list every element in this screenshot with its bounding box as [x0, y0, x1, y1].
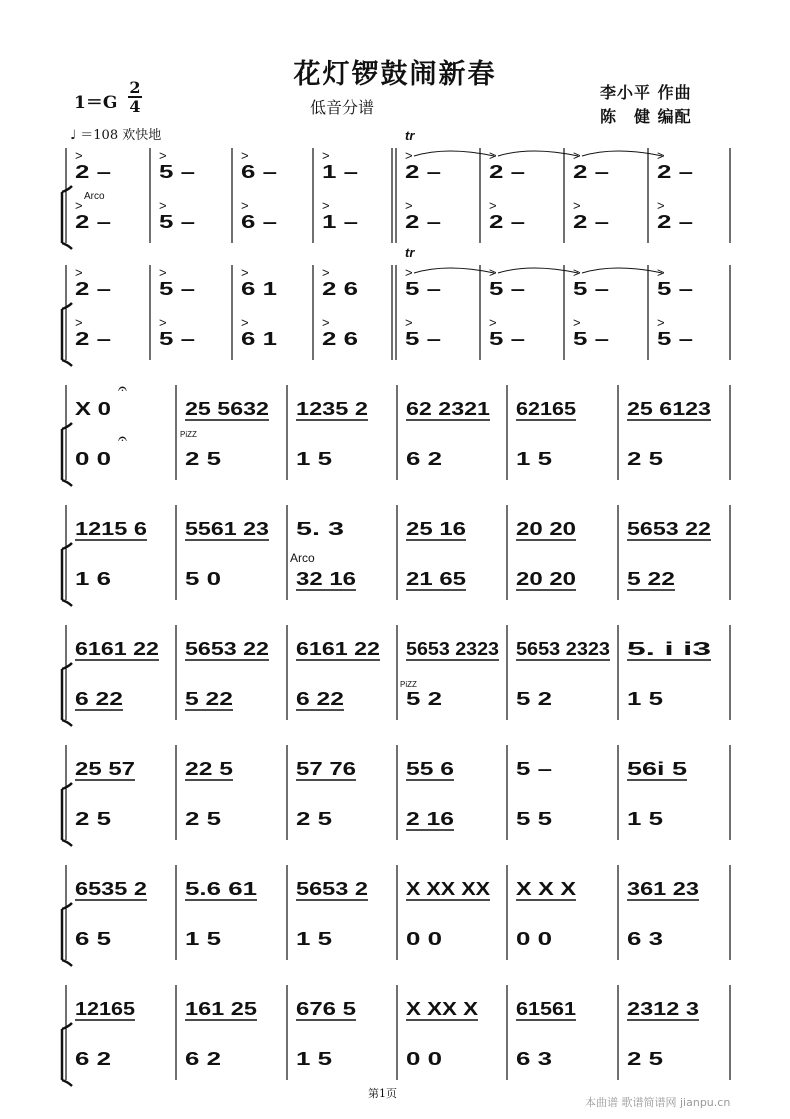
pizz-marking: PiZZ [180, 430, 197, 439]
lower-measure: 1 5 [296, 929, 332, 949]
lower-measure: 1 5 [185, 929, 221, 949]
accent-mark: > [241, 265, 249, 280]
page-number: 第1页 [368, 1087, 397, 1100]
upper-measure: 61561 [516, 999, 576, 1019]
arranger-credit: 陈 健 编配 [600, 107, 692, 126]
upper-measure: 62 2321 [406, 399, 490, 419]
upper-measure: 2 – [489, 162, 525, 182]
accent-mark: > [159, 198, 167, 213]
lower-measure: 1 5 [296, 449, 332, 469]
upper-measure: 5653 2323 [516, 639, 610, 659]
lower-measure: 2 5 [627, 1049, 663, 1069]
pizz-marking: PiZZ [400, 680, 417, 689]
tie-arc [498, 268, 578, 273]
lower-measure: 0 0 [406, 1049, 442, 1069]
upper-measure: 2 6 [322, 279, 358, 299]
upper-measure: 6535 2 [75, 879, 147, 899]
lower-measure: 6 22 [296, 689, 344, 709]
upper-measure: 12165 [75, 999, 135, 1019]
lower-measure: 0 0 [75, 449, 111, 469]
upper-measure: 6 1 [241, 279, 277, 299]
accent-mark: > [489, 265, 497, 280]
lower-measure: 5 22 [627, 569, 675, 589]
upper-measure: 5653 2 [296, 879, 368, 899]
accent-mark: > [573, 315, 581, 330]
lower-measure: 1 5 [627, 689, 663, 709]
system-bracket [62, 1023, 72, 1086]
accent-mark: > [657, 265, 665, 280]
trill-mark: tr [405, 128, 415, 143]
upper-measure: 2 – [405, 162, 441, 182]
upper-measure: 25 6123 [627, 399, 711, 419]
fermata-mark: 𝄐 [118, 381, 127, 398]
accent-mark: > [322, 148, 330, 163]
lower-measure: 32 16 [296, 569, 356, 589]
system-bracket [62, 186, 72, 249]
upper-measure: 161 25 [185, 999, 257, 1019]
tempo-word: 欢快地 [122, 128, 162, 143]
lower-measure: 5 – [159, 212, 195, 232]
accent-mark: > [573, 198, 581, 213]
accent-mark: > [657, 198, 665, 213]
lower-measure: 2 5 [296, 809, 332, 829]
accent-mark: > [75, 265, 83, 280]
tie-arc [582, 151, 662, 156]
lower-measure: 5 – [405, 329, 441, 349]
accent-mark: > [159, 265, 167, 280]
lower-measure: 6 3 [516, 1049, 552, 1069]
quarter-note-icon: ♩ [70, 128, 77, 143]
key-signature: 1＝G [74, 93, 118, 113]
upper-measure: 5 – [489, 279, 525, 299]
lower-measure: 5 22 [185, 689, 233, 709]
accent-mark: > [489, 315, 497, 330]
lower-measure: 6 22 [75, 689, 123, 709]
meter-bottom: 4 [129, 97, 141, 116]
lower-measure: 2 6 [322, 329, 358, 349]
system-bracket [62, 543, 72, 606]
upper-measure: 55 6 [406, 759, 454, 779]
upper-measure: 5 – [159, 279, 195, 299]
upper-measure: 5 – [516, 759, 552, 779]
lower-measure: 2 5 [185, 809, 221, 829]
accent-mark: > [159, 148, 167, 163]
system-bracket [62, 903, 72, 966]
upper-measure: 5653 2323 [406, 639, 499, 659]
lower-measure: 0 0 [516, 929, 552, 949]
upper-measure: 5653 22 [185, 639, 269, 659]
upper-measure: 56i 5 [627, 759, 687, 779]
accent-mark: > [322, 198, 330, 213]
composer-credit: 李小平 作曲 [600, 83, 692, 102]
upper-measure: 5 – [159, 162, 195, 182]
accent-mark: > [405, 265, 413, 280]
upper-measure: 1215 6 [75, 519, 147, 539]
score-subtitle: 低音分谱 [310, 98, 375, 117]
accent-mark: > [241, 148, 249, 163]
lower-measure: 5 2 [406, 689, 442, 709]
lower-measure: 1 5 [296, 1049, 332, 1069]
upper-measure: X XX XX [406, 879, 490, 899]
accent-mark: > [241, 315, 249, 330]
upper-measure: 22 5 [185, 759, 233, 779]
accent-mark: > [241, 198, 249, 213]
lower-measure: 1 6 [75, 569, 111, 589]
upper-measure: 20 20 [516, 519, 576, 539]
upper-measure: 25 57 [75, 759, 135, 779]
upper-measure: 62165 [516, 399, 576, 419]
upper-measure: 1 – [322, 162, 358, 182]
upper-measure: 5.6 61 [185, 879, 257, 899]
lower-measure: 6 2 [406, 449, 442, 469]
upper-measure: 676 5 [296, 999, 356, 1019]
lower-measure: 2 5 [185, 449, 221, 469]
accent-mark: > [75, 148, 83, 163]
accent-mark: > [75, 198, 83, 213]
lower-measure: 6 3 [627, 929, 663, 949]
upper-measure: 1235 2 [296, 399, 368, 419]
lower-measure: 5 – [573, 329, 609, 349]
upper-measure: 6161 22 [75, 639, 159, 659]
accent-mark: > [573, 265, 581, 280]
upper-measure: 2 – [573, 162, 609, 182]
lower-measure: 6 1 [241, 329, 277, 349]
tempo-value: ＝108 [80, 128, 119, 143]
arco-marking: Arco [84, 191, 105, 202]
upper-measure: 5 – [573, 279, 609, 299]
tie-arc [414, 151, 494, 156]
fermata-mark: 𝄐 [118, 431, 127, 448]
lower-measure: 2 – [657, 212, 693, 232]
upper-measure: 5. i i3 [627, 639, 711, 659]
lower-measure: 2 – [75, 212, 111, 232]
upper-measure: X X X [516, 879, 576, 899]
accent-mark: > [75, 315, 83, 330]
lower-measure: 2 – [75, 329, 111, 349]
upper-measure: X 0 [75, 399, 111, 419]
lower-measure: 5 – [159, 329, 195, 349]
accent-mark: > [489, 198, 497, 213]
system-bracket [62, 303, 72, 366]
upper-measure: 57 76 [296, 759, 356, 779]
accent-mark: > [405, 315, 413, 330]
meter-top: 2 [129, 78, 141, 97]
tie-arc [582, 268, 662, 273]
accent-mark: > [405, 148, 413, 163]
upper-measure: 5 – [657, 279, 693, 299]
accent-mark: > [322, 315, 330, 330]
lower-measure: 6 – [241, 212, 277, 232]
accent-mark: > [159, 315, 167, 330]
upper-measure: 5. 3 [296, 519, 344, 539]
upper-measure: 2 – [75, 279, 111, 299]
lower-measure: 6 2 [185, 1049, 221, 1069]
system-bracket [62, 783, 72, 846]
upper-measure: 5 – [405, 279, 441, 299]
accent-mark: > [573, 148, 581, 163]
upper-measure: 5653 22 [627, 519, 711, 539]
upper-measure: 25 16 [406, 519, 466, 539]
lower-measure: 2 – [405, 212, 441, 232]
lower-measure: 0 0 [406, 929, 442, 949]
upper-measure: 25 5632 [185, 399, 269, 419]
lower-measure: 20 20 [516, 569, 576, 589]
accent-mark: > [322, 265, 330, 280]
lower-measure: 1 5 [627, 809, 663, 829]
lower-measure: 1 – [322, 212, 358, 232]
lower-measure: 5 0 [185, 569, 221, 589]
lower-measure: 2 – [489, 212, 525, 232]
lower-measure: 2 5 [75, 809, 111, 829]
tie-arc [414, 268, 494, 273]
upper-measure: 361 23 [627, 879, 699, 899]
upper-measure: 6161 22 [296, 639, 380, 659]
tie-arc [498, 151, 578, 156]
upper-measure: 2 – [657, 162, 693, 182]
accent-mark: > [657, 315, 665, 330]
lower-measure: 2 – [573, 212, 609, 232]
upper-measure: 2312 3 [627, 999, 699, 1019]
lower-measure: 2 5 [627, 449, 663, 469]
system-bracket [62, 663, 72, 726]
upper-measure: 5561 23 [185, 519, 269, 539]
trill-mark: tr [405, 245, 415, 260]
lower-measure: 1 5 [516, 449, 552, 469]
upper-measure: 6 – [241, 162, 277, 182]
lower-measure: 21 65 [406, 569, 466, 589]
accent-mark: > [657, 148, 665, 163]
lower-measure: 6 5 [75, 929, 111, 949]
watermark: 本曲谱 歌谱简谱网 jianpu.cn [585, 1096, 731, 1109]
lower-measure: 5 – [489, 329, 525, 349]
lower-measure: 5 5 [516, 809, 552, 829]
lower-measure: 5 2 [516, 689, 552, 709]
system-bracket [62, 423, 72, 486]
lower-measure: 2 16 [406, 809, 454, 829]
upper-measure: 2 – [75, 162, 111, 182]
lower-measure: 5 – [657, 329, 693, 349]
upper-measure: X XX X [406, 999, 478, 1019]
lower-measure: 6 2 [75, 1049, 111, 1069]
accent-mark: > [489, 148, 497, 163]
score-title: 花灯锣鼓闹新春 [293, 59, 497, 90]
arco-marking: Arco [290, 551, 315, 565]
accent-mark: > [405, 198, 413, 213]
